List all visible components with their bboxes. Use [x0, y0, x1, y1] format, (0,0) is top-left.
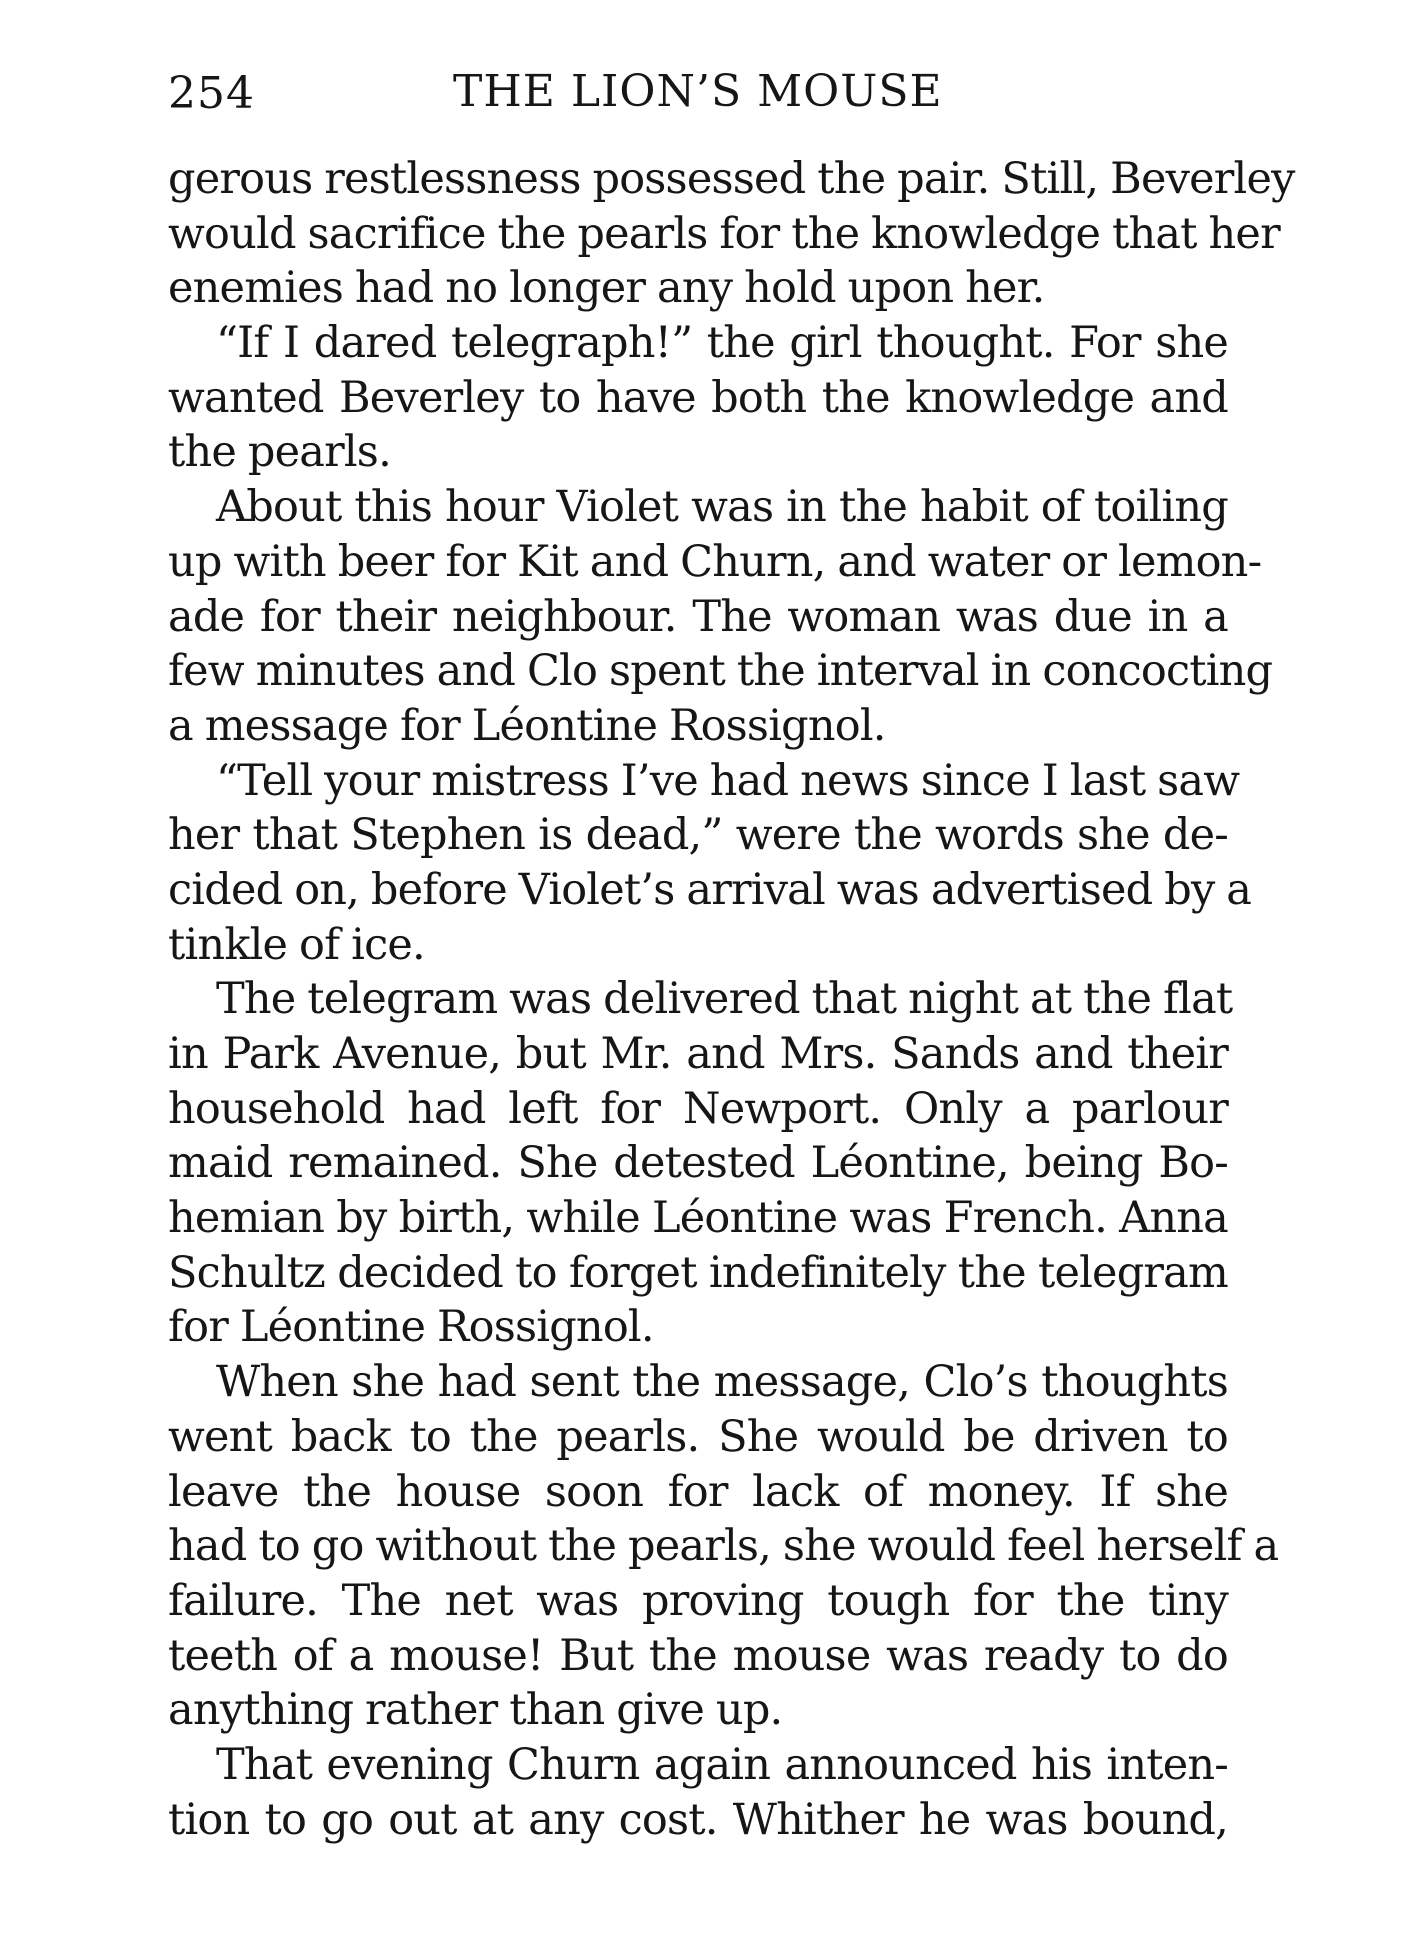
- text-line: anything rather than give up.: [168, 1685, 783, 1736]
- text-line: had to go without the pearls, she would feel herself a: [168, 1521, 1279, 1572]
- text-line: the pearls.: [168, 427, 391, 478]
- text-line: a message for Léontine Rossignol.: [168, 700, 886, 751]
- page-number: 254: [168, 68, 255, 119]
- text-line: failure. The net was proving tough for the tiny: [168, 1575, 1228, 1626]
- text-line: would sacrifice the pearls for the knowledge that her: [168, 208, 1280, 259]
- text-line: tinkle of ice.: [168, 919, 425, 970]
- text-line: “If I dared telegraph!” the girl thought. For she: [216, 318, 1228, 369]
- text-line: few minutes and Clo spent the interval in concocting: [168, 646, 1273, 697]
- text-line: went back to the pearls. She would be driven to: [168, 1411, 1228, 1462]
- text-line: up with beer for Kit and Churn, and water or lemon-: [168, 536, 1262, 587]
- text-line: That evening Churn again announced his inten-: [216, 1739, 1228, 1790]
- text-line: gerous restlessness possessed the pair. Still, Beverley: [168, 154, 1295, 204]
- text-line: About this hour Violet was in the habit of toiling: [216, 482, 1228, 533]
- text-line: wanted Beverley to have both the knowledge and: [168, 372, 1228, 423]
- text-line: cided on, before Violet’s arrival was advertised by a: [168, 864, 1252, 915]
- text-line: household had left for Newport. Only a parlour: [168, 1083, 1228, 1134]
- text-line: When she had sent the message, Clo’s thoughts: [216, 1357, 1228, 1408]
- text-line: teeth of a mouse! But the mouse was ready to do: [168, 1630, 1228, 1681]
- running-head: THE LION’S MOUSE: [453, 66, 943, 117]
- text-line: tion to go out at any cost. Whither he was bound,: [168, 1794, 1228, 1845]
- text-line: enemies had no longer any hold upon her.: [168, 263, 1045, 314]
- text-line: ade for their neighbour. The woman was due in a: [168, 591, 1228, 642]
- text-line: maid remained. She detested Léontine, being Bo-: [168, 1138, 1228, 1189]
- text-line: The telegram was delivered that night at the flat: [216, 974, 1233, 1025]
- text-line: leave the house soon for lack of money. If she: [168, 1466, 1228, 1517]
- text-line: in Park Avenue, but Mr. and Mrs. Sands and their: [168, 1029, 1228, 1079]
- body-text: [168, 152, 1295, 1847]
- text-line: for Léontine Rossignol.: [168, 1302, 654, 1353]
- text-line: her that Stephen is dead,” were the words she de-: [168, 810, 1228, 861]
- text-line: “Tell your mistress I’ve had news since I last saw: [216, 755, 1240, 806]
- page-header: [168, 62, 1228, 132]
- text-line: hemian by birth, while Léontine was French. Anna: [168, 1193, 1228, 1244]
- text-line: Schultz decided to forget indefinitely the telegram: [168, 1247, 1228, 1298]
